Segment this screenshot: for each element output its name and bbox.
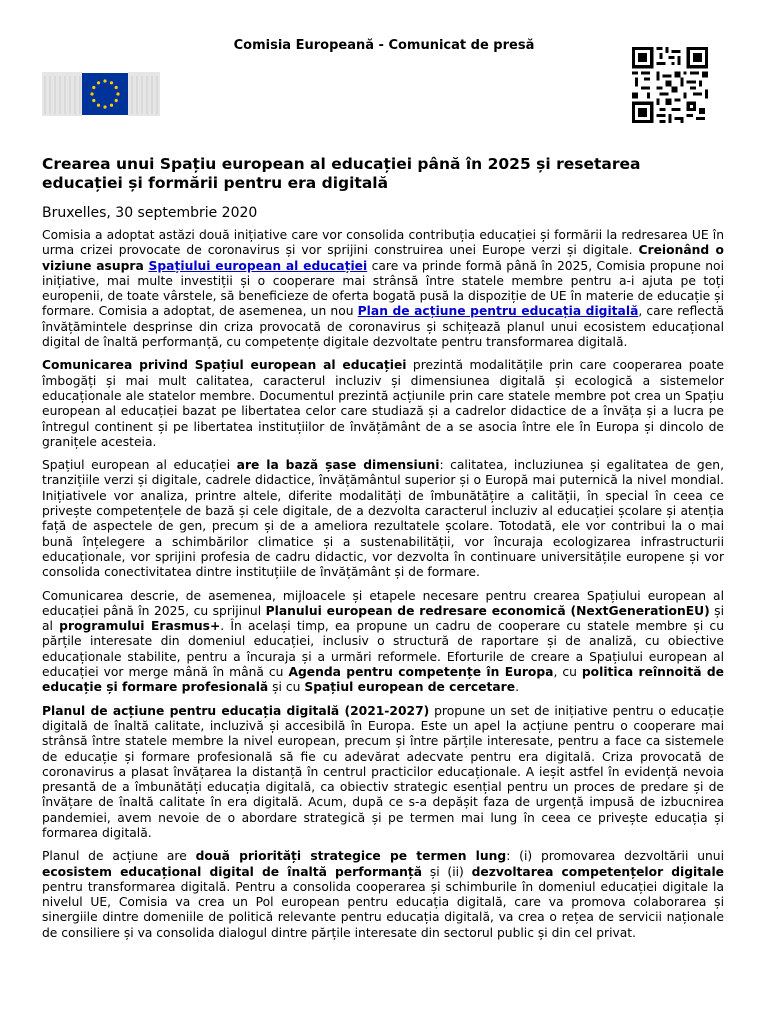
bold-text: două priorități strategice pe termen lung bbox=[195, 849, 507, 864]
dateline: Bruxelles, 30 septembrie 2020 bbox=[42, 205, 258, 221]
bold-text: Planul de acțiune pentru educația digitală (2021-2027) bbox=[42, 703, 430, 718]
bold-text: Agenda pentru competențe în Europa bbox=[288, 665, 554, 680]
text: și (ii) bbox=[422, 864, 472, 879]
text: care va prinde formă până în 2025, Comisia propune noi inițiative, mai multe investiții și o cooperare mai strânsă între statele membre pentru a-i ajuta pe toți europenii, de toate vârstele, să beneficieze de oferta bogată pusă la dispoziție de UE în materie de educație și formare. Comisia a adoptat, de asemenea, un nou bbox=[42, 258, 725, 319]
text: Comisia a adoptat astăzi două inițiative care vor consolida contribuția educației și formării la redresarea UE în urma crizei provocate de coronavirus și vor sprijini construirea unei Europe verzi și digitale. bbox=[42, 228, 724, 258]
paragraph-communication bbox=[42, 358, 724, 450]
press-release-title: Crearea unui Spațiu european al educației până în 2025 și resetarea educației și formării pentru era digitală bbox=[42, 155, 641, 192]
text: și al bbox=[42, 603, 725, 634]
text: : calitatea, incluziunea și egalitatea de gen, tranzițiile verzi și digitale, cadrele didactice, învățământul superior și o Europă mai puternică la nivel mondial. Inițiativele vor analiza, printre altele, diferite modalități de îmbunătățire a calității, în special în ceea ce privește competențele de bază și cele digitale, de a dezvolta caracterul incluziv al educației școlare și atenția față de aspectele de gen, precum și de a ameliora rezultatele școlare. Totodată, ele vor contribui la o mai bună înțelegere a schimbărilor climatice și a sustenabilității, vor încuraja ecologizarea infrastructurii educaționale, vor sprijini profesia de cadru didactic, vor dezvolta în continuare universitățile europene și vor consolida conectivitatea dintre instituțiile de învățământ și de formare. bbox=[42, 458, 725, 580]
bold-text: programului Erasmus+ bbox=[59, 619, 221, 634]
text: prezintă modalitățile prin care cooperarea poate îmbogăți și mai mult calitatea, caracterul incluziv și dimensiunea digitală și ecologică a sistemelor educaționale ale statelor membre. Documentul prezintă acțiunile prin care statele membre pot crea un Spațiu european al educației bazat pe libertatea celor care studiază și a cadrelor didactice de a învăța și a lucra pe întregul continent și pe libertatea instituțiilor de învățământ de a se asocia între ele în Europa și dincolo de granițele acesteia. bbox=[42, 358, 724, 449]
header-title: Comisia Europeană - Comunicat de presă bbox=[233, 38, 535, 53]
text: . bbox=[515, 680, 519, 695]
bold-text: politica reînnoită de educație și formare profesională bbox=[42, 665, 724, 695]
text: propune un set de inițiative pentru o educație digitală de înaltă calitate, incluzivă și accesibilă în Europa. Este un apel la acțiune pentru o cooperare mai strânsă între statele membre la nivel european, precum și între părțile interesate, pentru a face ca sistemele de educație și formare profesională să fie cu adevărat adecvate pentru era digitală. Criza provocată de coronavirus a plasat învățarea la distanță în centrul practicilor educaționale. A ieșit astfel în evidență nevoia presantă de a îmbunătăți educația digitală, ca obiectiv strategic esențial pentru un proces de predare și de învățare de înaltă calitate în era digitală. Acum, după ce s-a depășit faza de urgență impusă de izbucnirea pandemiei, avem nevoie de o abordare strategică și pe termen mai lung în ceea ce privește educația și formarea digitală. bbox=[42, 703, 725, 840]
text: , care reflectă învățămintele desprinse din criza provocată de coronavirus și schițează planul unui ecosistem educațional digital de înaltă performanță, cu competențe digitale dezvoltate pentru transformarea digitală. bbox=[42, 304, 724, 350]
link-european-education-area[interactable]: Spațiului european al educației bbox=[148, 258, 368, 273]
bold-text: Planului european de redresare economică (NextGenerationEU) bbox=[265, 603, 710, 618]
text: și cu bbox=[268, 680, 305, 695]
paragraph-means-and-steps bbox=[42, 589, 724, 696]
bold-text: Creionând o viziune asupra bbox=[42, 243, 724, 273]
bold-text: Spațiul european de cercetare bbox=[304, 680, 516, 695]
text: . În același timp, ea propune un cadru de cooperare cu statele membre și cu părțile interesate din domeniul educației, inclusiv o structură de raportare și de analiză, cu obiective educaționale stabilite, pentru a încuraja și a urmări reformele. Eforturile de creare a Spațiului european al educației vor merge mână în mână cu bbox=[42, 619, 724, 680]
european-commission-logo bbox=[42, 70, 160, 118]
bold-text: Comunicarea privind Spațiul european al educației bbox=[42, 358, 407, 373]
text: Comunicarea descrie, de asemenea, mijloacele și etapele necesare pentru crearea Spațiului european al educației până în 2025, cu sprijinul bbox=[42, 588, 724, 618]
bold-text: ecosistem educațional digital de înaltă performanță bbox=[42, 864, 423, 879]
paragraph-priorities bbox=[42, 849, 724, 941]
press-release-body bbox=[42, 228, 724, 949]
text: Planul de acțiune are bbox=[42, 849, 196, 864]
paragraph-action-plan bbox=[42, 704, 724, 842]
bold-text: dezvoltarea competențelor digitale bbox=[471, 864, 725, 879]
paragraph-intro bbox=[42, 228, 724, 350]
qr-code bbox=[632, 47, 708, 123]
paragraph-six-dimensions bbox=[42, 458, 724, 580]
text: : (i) promovarea dezvoltării unui bbox=[506, 849, 724, 864]
text: Spațiul european al educației bbox=[42, 458, 237, 473]
bold-text: are la bază șase dimensiuni bbox=[236, 458, 440, 473]
text: , cu bbox=[553, 665, 582, 680]
link-digital-education-action-plan[interactable]: Plan de acțiune pentru educația digitală bbox=[357, 304, 639, 319]
text: pentru transformarea digitală. Pentru a consolida cooperarea și schimburile în domeniul educației digitale la nivelul UE, Comisia va crea un Pol european pentru educația digitală, care va promova colaborarea și sinergiile dintre domeniile de politică relevante pentru educația digitală, va crea o rețea de servicii naționale de consiliere și va consolida dialogul dintre părțile interesate din sectorul public și din cel privat. bbox=[42, 879, 724, 940]
